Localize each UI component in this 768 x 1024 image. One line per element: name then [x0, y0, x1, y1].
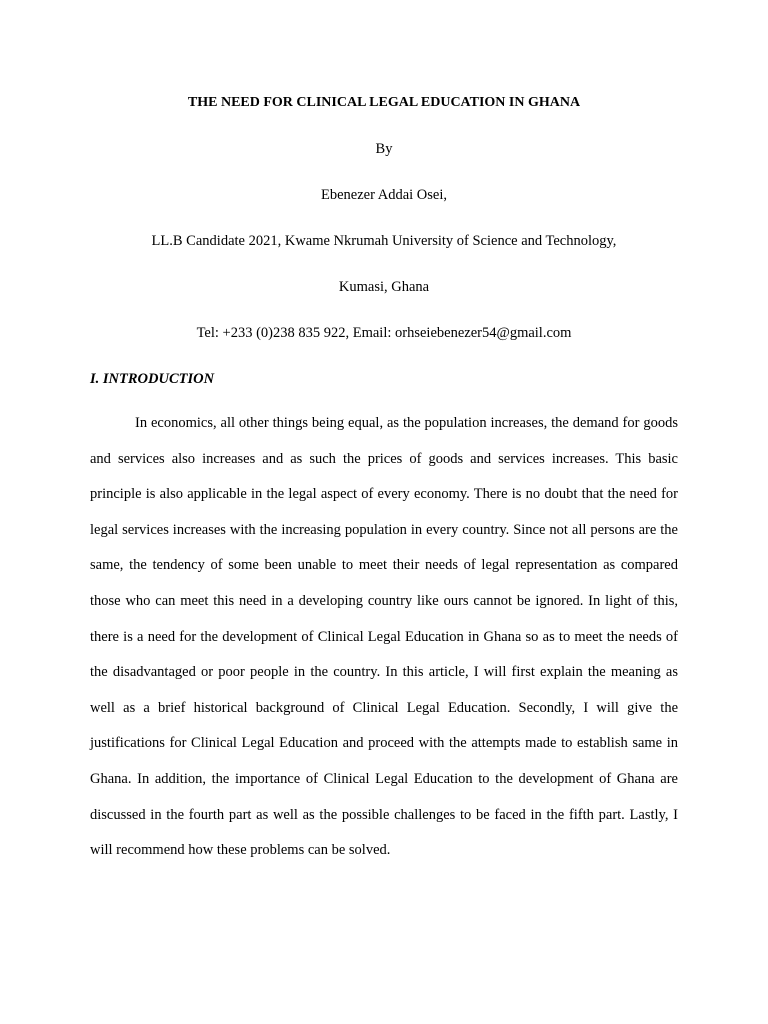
document-title: THE NEED FOR CLINICAL LEGAL EDUCATION IN GHANA — [187, 95, 581, 110]
byline: By — [375, 141, 393, 157]
author-affiliation: LL.B Candidate 2021, Kwame Nkrumah University of Science and Technology, — [151, 233, 617, 249]
introduction-paragraph: In economics, all other things being equal, as the population increases, the demand for goods and services also increases and as such the prices of goods and services increases. This basic principle is also applicable in the legal aspect of every economy. There is no doubt that the need for legal services increases with the increasing population in every country. Since not all persons are the same, the tendency of some been unable to meet their needs of legal representation as compared those who can meet this need in a developing country like ours cannot be ignored. In light of this, there is a need for the development of Clinical Legal Education in Ghana so as to meet the needs of the disadvantaged or poor people in the country. In this article, I will first explain the meaning as well as a brief historical background of Clinical Legal Education. Secondly, I will give the justifications for Clinical Legal Education and proceed with the attempts made to establish same in Ghana. In addition, the importance of Clinical Legal Education to the development of Ghana are discussed in the fourth part as well as the possible challenges to be faced in the fifth part. Lastly, I will recommend how these problems can be solved. — [90, 415, 678, 859]
author-contact: Tel: +233 (0)238 835 922, Email: orhseiebenezer54@gmail.com — [196, 325, 572, 341]
author-name: Ebenezer Addai Osei, — [320, 187, 448, 203]
section-heading: I. INTRODUCTION — [90, 371, 215, 387]
author-location: Kumasi, Ghana — [338, 279, 430, 295]
